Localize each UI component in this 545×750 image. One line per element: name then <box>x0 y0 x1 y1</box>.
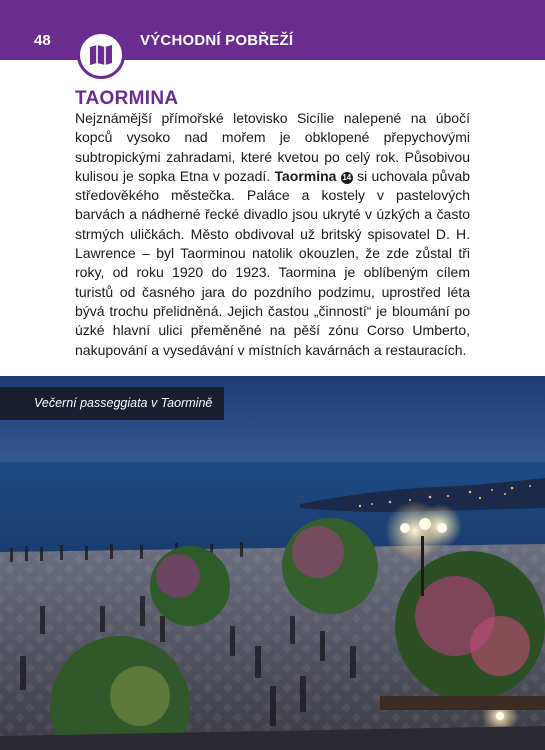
article-body <box>75 109 470 360</box>
section-title: VÝCHODNÍ POBŘEŽÍ <box>140 32 294 49</box>
highlight-taormina: Taormina <box>274 167 337 184</box>
body-text-before: Nejznámější přímořské letovisko Sicílie nalepené na úbočí kopců vysoko nad mořem je obklopené přepychovými subtropickými zahradami, které kvetou po celý rok. Působivou kulisou je sopka Etna v pozadí. <box>75 110 470 184</box>
map-icon-badge <box>77 31 125 79</box>
body-text-after: si uchovala půvab středověkého městečka. Paláce a kostely v pastelových barvách a nádherné řecké divadlo jsou ukryté v úzkých a často strmých uličkách. Město obdivoval už britský spisovatel D. H. Lawrence – byl Taorminou natolik okouzlen, že zde zůstal tři roky, od roku 1920 do 1923. Taormina je oblíbeným cílem turistů od časného jara do pozdního podzimu, uprostřed léta bývá trochu přelidněná. Jejich častou „činností“ je bloumání po úzké hlavní ulici přeměněné na pěší zónu Corso Umberto, nakupování a vysedávání v místních kavárnách a restauracích. <box>75 167 471 358</box>
article-title: TAORMINA <box>75 88 179 109</box>
page-number: 48 <box>34 32 51 49</box>
map-marker-badge: 14 <box>342 172 352 182</box>
photo-caption: Večerní passeggiata v Taormině <box>0 387 224 420</box>
evening-photo <box>0 376 545 750</box>
map-icon <box>89 43 113 67</box>
